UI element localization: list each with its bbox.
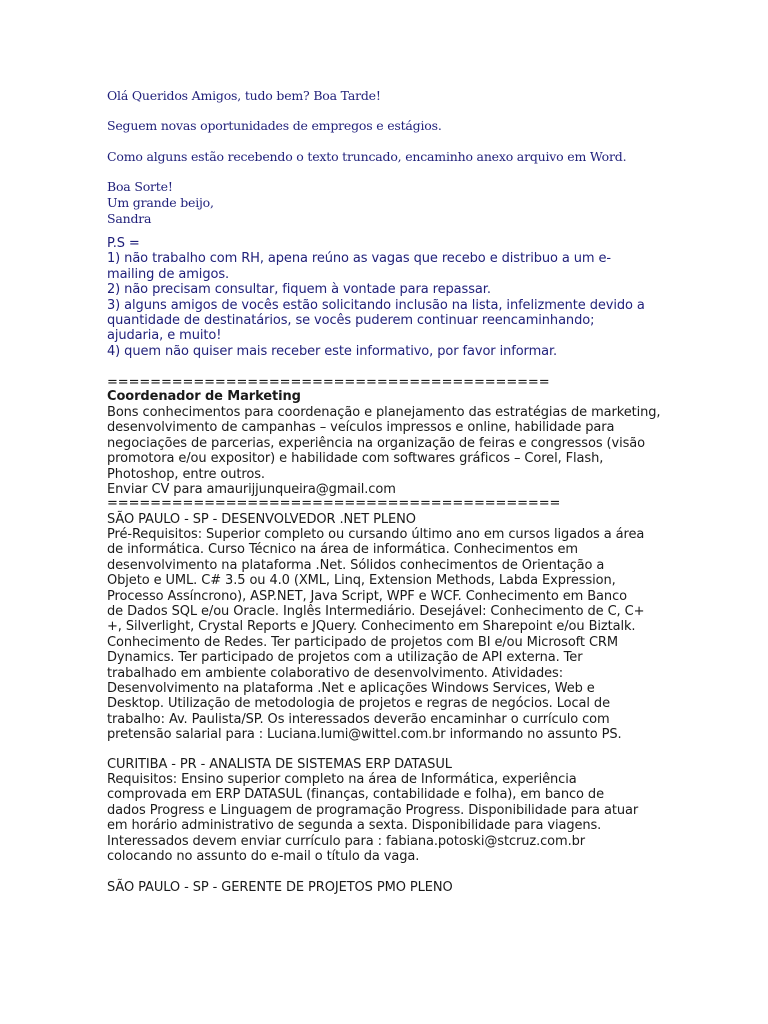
signoff: Boa Sorte! Um grande beijo, Sandra xyxy=(107,179,214,226)
job-description: Pré-Requisitos: Superior completo ou cursando último ano em cursos ligados a área de informática. Curso Técnico na área de informática. Conhecimentos em desenvolvimento na plataforma .Net. Sólidos conhecimentos de Orientação a Objeto e UML. C# 3.5 ou 4.0 (XML, Linq, Extension Methods, Labda Expression, Processo Assíncrono), ASP.NET, Java Script, WPF e WCF. Conhecimento em Banco de Dados SQL e/ou Oracle. Inglês Intermediário. Desejável: Conhecimento de C, C+ +, Silverlight, Crystal Reports e JQuery. Conhecimento em Sharepoint e/ou Biztalk. Conhecimento de Redes. Ter participado de projetos com BI e/ou Microsoft CRM Dynamics. Ter participado de projetos com a utilização de API externa. Ter trabalhado em ambiente colaborativo de desenvolvimento. Atividades: Desenvolvimento na plataforma .Net e aplicações Windows Services, Web e Desktop. Utilização de metodologia de projetos e regras de negócios. Local de trabalho: Av. Paulista/SP. Os interessados deverão encaminhar o currículo com pretensão salarial para : Luciana.lumi@wittel.com.br informando no assunto PS. xyxy=(107,527,645,743)
separator-line: ========================================= xyxy=(107,375,550,390)
ps-notes: P.S = 1) não trabalho com RH, apena reúno as vagas que recebo e distribuo a um e- mailing de amigos. 2) não precisam consultar, fiquem à vontade para repassar. 3) alguns amigos de vocês estão solicitando inclusão na lista, infelizmente devido a quantidade de destinatários, se vocês puderem continuar reencaminhando; ajudaria, e muito! 4) quem não quiser mais receber este informativo, por favor informar. xyxy=(107,236,645,359)
separator-line: ========================================== xyxy=(107,496,561,511)
intro-line: Seguem novas oportunidades de empregos e estágios. xyxy=(107,118,442,133)
greeting-line: Olá Queridos Amigos, tudo bem? Boa Tarde! xyxy=(107,88,381,103)
job-title: Coordenador de Marketing xyxy=(107,389,301,404)
truncation-note: Como alguns estão recebendo o texto truncado, encaminho anexo arquivo em Word. xyxy=(107,149,627,164)
job-title: SÃO PAULO - SP - DESENVOLVEDOR .NET PLENO xyxy=(107,512,416,527)
job-description: Bons conhecimentos para coordenação e planejamento das estratégias de marketing, desenvolvimento de campanhas – veículos impressos e online, habilidade para negociações de parcerias, experiência na organização de feiras e congressos (visão promotora e/ou expositor) e habilidade com softwares gráficos – Corel, Flash, Photoshop, entre outros. Enviar CV para amaurijjunqueira@gmail.com xyxy=(107,405,661,498)
job-title: SÃO PAULO - SP - GERENTE DE PROJETOS PMO PLENO xyxy=(107,880,453,895)
job-title: CURITIBA - PR - ANALISTA DE SISTEMAS ERP DATASUL xyxy=(107,757,452,772)
job-description: Requisitos: Ensino superior completo na área de Informática, experiência comprovada em ERP DATASUL (finanças, contabilidade e folha), em banco de dados Progress e Linguagem de programação Progress. Disponibilidade para atuar em horário administrativo de segunda a sexta. Disponibilidade para viagens. Interessados devem enviar currículo para : fabiana.potoski@stcruz.com.br colocando no assunto do e-mail o título da vaga. xyxy=(107,772,639,865)
